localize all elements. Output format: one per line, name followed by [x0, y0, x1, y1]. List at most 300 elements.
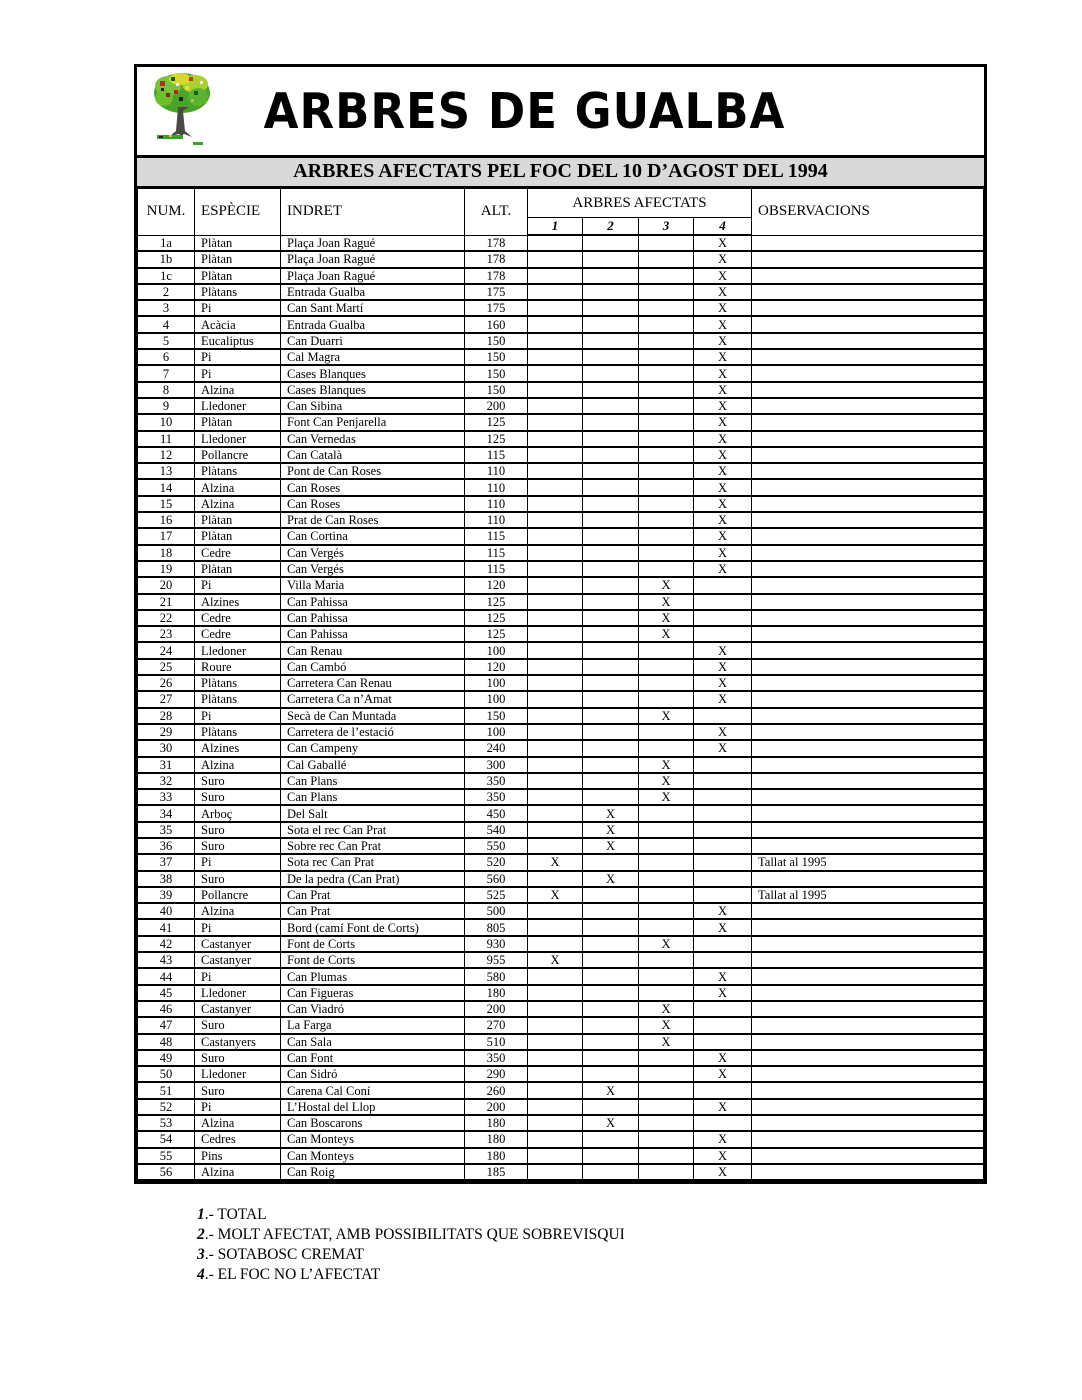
cell-num: 42	[138, 936, 195, 952]
cell-obs	[752, 300, 984, 316]
cell-indret: La Farga	[281, 1017, 465, 1033]
table-row	[138, 1050, 984, 1066]
cell-af4: X	[694, 659, 752, 675]
cell-alt: 200	[465, 1001, 528, 1017]
cell-indret: Cases Blanques	[281, 365, 465, 381]
subcol-header-3: 3	[639, 218, 694, 236]
cell-especie: Plàtans	[195, 284, 281, 300]
cell-af1	[528, 675, 583, 691]
cell-alt: 125	[465, 414, 528, 430]
cell-af2: X	[583, 1115, 639, 1131]
cell-af3	[639, 463, 694, 479]
cell-af1	[528, 1001, 583, 1017]
cell-especie: Lledoner	[195, 642, 281, 658]
cell-af1	[528, 1034, 583, 1050]
table-row	[138, 414, 984, 430]
cell-af2	[583, 1066, 639, 1082]
table-row	[138, 479, 984, 495]
cell-alt: 125	[465, 431, 528, 447]
cell-especie: Alzina	[195, 757, 281, 773]
cell-af3	[639, 300, 694, 316]
table-row	[138, 952, 984, 968]
cell-af1	[528, 773, 583, 789]
cell-af1	[528, 1066, 583, 1082]
cell-especie: Arboç	[195, 805, 281, 821]
cell-especie: Lledoner	[195, 985, 281, 1001]
cell-num: 51	[138, 1082, 195, 1098]
cell-especie: Plàtans	[195, 675, 281, 691]
table-row	[138, 1131, 984, 1147]
cell-af3	[639, 1164, 694, 1180]
cell-af3	[639, 675, 694, 691]
cell-indret: Cal Magra	[281, 349, 465, 365]
table-row	[138, 431, 984, 447]
cell-obs	[752, 365, 984, 381]
cell-af3	[639, 805, 694, 821]
cell-num: 29	[138, 724, 195, 740]
cell-especie: Alzina	[195, 382, 281, 398]
cell-af1	[528, 496, 583, 512]
cell-alt: 180	[465, 1115, 528, 1131]
cell-especie: Alzina	[195, 1115, 281, 1131]
cell-indret: Villa Maria	[281, 577, 465, 593]
cell-indret: Carretera Can Renau	[281, 675, 465, 691]
table-row	[138, 545, 984, 561]
cell-alt: 350	[465, 1050, 528, 1066]
cell-especie: Eucaliptus	[195, 333, 281, 349]
cell-af2	[583, 773, 639, 789]
cell-alt: 125	[465, 610, 528, 626]
cell-obs	[752, 545, 984, 561]
cell-af3	[639, 251, 694, 267]
table-row	[138, 447, 984, 463]
cell-num: 22	[138, 610, 195, 626]
cell-indret: Can Renau	[281, 642, 465, 658]
cell-af4	[694, 952, 752, 968]
cell-af4	[694, 789, 752, 805]
cell-af2	[583, 431, 639, 447]
cell-num: 15	[138, 496, 195, 512]
cell-af2	[583, 577, 639, 593]
table-row	[138, 577, 984, 593]
cell-af1	[528, 300, 583, 316]
cell-af2	[583, 333, 639, 349]
cell-af4: X	[694, 642, 752, 658]
cell-especie: Pollancre	[195, 447, 281, 463]
cell-obs	[752, 757, 984, 773]
cell-af4	[694, 838, 752, 854]
cell-obs	[752, 284, 984, 300]
cell-alt: 500	[465, 903, 528, 919]
cell-af4: X	[694, 545, 752, 561]
cell-indret: Pont de Can Roses	[281, 463, 465, 479]
cell-af1	[528, 414, 583, 430]
cell-obs	[752, 1066, 984, 1082]
cell-obs	[752, 1148, 984, 1164]
cell-especie: Suro	[195, 822, 281, 838]
cell-indret: Sota rec Can Prat	[281, 854, 465, 870]
cell-af4: X	[694, 740, 752, 756]
cell-num: 39	[138, 887, 195, 903]
cell-af4: X	[694, 903, 752, 919]
cell-especie: Alzina	[195, 903, 281, 919]
document-header	[137, 67, 984, 158]
cell-num: 55	[138, 1148, 195, 1164]
table-row	[138, 300, 984, 316]
cell-af4	[694, 1034, 752, 1050]
page-title: ARBRES DE GUALBA	[263, 82, 786, 140]
cell-indret: Can Boscarons	[281, 1115, 465, 1131]
cell-af1	[528, 985, 583, 1001]
cell-num: 3	[138, 300, 195, 316]
cell-num: 11	[138, 431, 195, 447]
cell-num: 43	[138, 952, 195, 968]
table-row	[138, 463, 984, 479]
cell-alt: 175	[465, 284, 528, 300]
cell-af2	[583, 985, 639, 1001]
cell-indret: Can Sidró	[281, 1066, 465, 1082]
cell-af4: X	[694, 919, 752, 935]
table-row	[138, 708, 984, 724]
table-row	[138, 512, 984, 528]
cell-indret: Can Plumas	[281, 968, 465, 984]
cell-indret: Font de Corts	[281, 936, 465, 952]
cell-alt: 350	[465, 789, 528, 805]
cell-af3	[639, 1148, 694, 1164]
cell-af2	[583, 316, 639, 332]
cell-especie: Pi	[195, 854, 281, 870]
cell-alt: 260	[465, 1082, 528, 1098]
cell-af1	[528, 365, 583, 381]
cell-af4: X	[694, 691, 752, 707]
cell-af2	[583, 1050, 639, 1066]
cell-especie: Alzines	[195, 594, 281, 610]
cell-indret: Can Roses	[281, 496, 465, 512]
cell-af3	[639, 822, 694, 838]
cell-num: 7	[138, 365, 195, 381]
cell-indret: Carena Cal Coní	[281, 1082, 465, 1098]
table-row	[138, 1034, 984, 1050]
cell-alt: 290	[465, 1066, 528, 1082]
cell-af3	[639, 561, 694, 577]
cell-obs	[752, 610, 984, 626]
cell-indret: Del Salt	[281, 805, 465, 821]
cell-especie: Castanyers	[195, 1034, 281, 1050]
cell-af3: X	[639, 594, 694, 610]
cell-alt: 560	[465, 871, 528, 887]
cell-especie: Cedre	[195, 545, 281, 561]
cell-alt: 110	[465, 479, 528, 495]
cell-especie: Lledoner	[195, 398, 281, 414]
cell-especie: Suro	[195, 1017, 281, 1033]
cell-alt: 115	[465, 561, 528, 577]
cell-indret: Plaça Joan Ragué	[281, 251, 465, 267]
cell-af1: X	[528, 952, 583, 968]
col-header-indret: INDRET	[281, 189, 465, 236]
cell-num: 10	[138, 414, 195, 430]
cell-af2	[583, 1034, 639, 1050]
cell-af4: X	[694, 561, 752, 577]
cell-af2	[583, 1131, 639, 1147]
cell-indret: Plaça Joan Ragué	[281, 235, 465, 251]
cell-indret: Can Plans	[281, 773, 465, 789]
cell-af1: X	[528, 887, 583, 903]
table-row	[138, 594, 984, 610]
cell-num: 46	[138, 1001, 195, 1017]
cell-indret: Can Prat	[281, 887, 465, 903]
cell-af4: X	[694, 431, 752, 447]
cell-num: 1a	[138, 235, 195, 251]
cell-af3: X	[639, 773, 694, 789]
cell-num: 34	[138, 805, 195, 821]
cell-num: 1b	[138, 251, 195, 267]
cell-af2	[583, 854, 639, 870]
note-line: 4.- EL FOC NO L’AFECTAT	[197, 1266, 381, 1283]
cell-indret: Carretera de l’estació	[281, 724, 465, 740]
cell-indret: Can Cambó	[281, 659, 465, 675]
cell-af3	[639, 398, 694, 414]
cell-obs	[752, 1017, 984, 1033]
cell-af2	[583, 496, 639, 512]
cell-num: 45	[138, 985, 195, 1001]
cell-af3: X	[639, 577, 694, 593]
cell-alt: 178	[465, 268, 528, 284]
note-line: 2.- MOLT AFECTAT, AMB POSSIBILITATS QUE SOBREVISQUI	[197, 1226, 625, 1243]
cell-alt: 300	[465, 757, 528, 773]
cell-indret: Can Figueras	[281, 985, 465, 1001]
cell-especie: Suro	[195, 871, 281, 887]
cell-alt: 510	[465, 1034, 528, 1050]
cell-obs	[752, 985, 984, 1001]
cell-num: 26	[138, 675, 195, 691]
cell-indret: Prat de Can Roses	[281, 512, 465, 528]
col-header-especie: ESPÈCIE	[195, 189, 281, 236]
table-row	[138, 724, 984, 740]
cell-af1	[528, 822, 583, 838]
table-row	[138, 740, 984, 756]
cell-af1	[528, 1017, 583, 1033]
cell-alt: 100	[465, 691, 528, 707]
cell-af1	[528, 691, 583, 707]
table-row	[138, 316, 984, 332]
cell-especie: Lledoner	[195, 431, 281, 447]
cell-af4	[694, 805, 752, 821]
cell-num: 31	[138, 757, 195, 773]
cell-indret: Plaça Joan Ragué	[281, 268, 465, 284]
cell-af2: X	[583, 871, 639, 887]
cell-num: 48	[138, 1034, 195, 1050]
cell-indret: Can Font	[281, 1050, 465, 1066]
cell-alt: 200	[465, 398, 528, 414]
cell-af2	[583, 1017, 639, 1033]
cell-obs	[752, 724, 984, 740]
cell-obs	[752, 1082, 984, 1098]
cell-indret: Can Pahissa	[281, 594, 465, 610]
cell-obs	[752, 1131, 984, 1147]
cell-especie: Cedre	[195, 610, 281, 626]
cell-af3: X	[639, 626, 694, 642]
cell-alt: 120	[465, 577, 528, 593]
cell-af3	[639, 659, 694, 675]
cell-af4: X	[694, 968, 752, 984]
cell-af2	[583, 382, 639, 398]
table-row	[138, 382, 984, 398]
table-row	[138, 610, 984, 626]
cell-indret: Sobre rec Can Prat	[281, 838, 465, 854]
cell-num: 28	[138, 708, 195, 724]
cell-num: 20	[138, 577, 195, 593]
cell-alt: 150	[465, 708, 528, 724]
cell-af1	[528, 431, 583, 447]
table-row	[138, 757, 984, 773]
cell-af3	[639, 838, 694, 854]
cell-af1	[528, 936, 583, 952]
cell-especie: Plàtans	[195, 463, 281, 479]
cell-af2	[583, 349, 639, 365]
cell-af4: X	[694, 528, 752, 544]
table-row	[138, 1148, 984, 1164]
cell-obs	[752, 1099, 984, 1115]
cell-especie: Pins	[195, 1148, 281, 1164]
cell-num: 44	[138, 968, 195, 984]
cell-af4: X	[694, 300, 752, 316]
table-row	[138, 919, 984, 935]
cell-af3: X	[639, 757, 694, 773]
table-row	[138, 349, 984, 365]
cell-af4: X	[694, 447, 752, 463]
cell-af1	[528, 447, 583, 463]
cell-af3: X	[639, 789, 694, 805]
cell-indret: De la pedra (Can Prat)	[281, 871, 465, 887]
cell-af2	[583, 610, 639, 626]
cell-obs	[752, 414, 984, 430]
cell-af2	[583, 757, 639, 773]
cell-num: 21	[138, 594, 195, 610]
cell-especie: Suro	[195, 838, 281, 854]
cell-especie: Plàtan	[195, 528, 281, 544]
cell-af4	[694, 1017, 752, 1033]
trees-table	[137, 188, 984, 1181]
cell-af3: X	[639, 610, 694, 626]
cell-af1	[528, 333, 583, 349]
cell-especie: Castanyer	[195, 1001, 281, 1017]
cell-af4: X	[694, 365, 752, 381]
cell-af4	[694, 577, 752, 593]
col-header-num: NUM.	[138, 189, 195, 236]
cell-af3	[639, 968, 694, 984]
cell-af2: X	[583, 805, 639, 821]
cell-alt: 100	[465, 675, 528, 691]
cell-indret: Can Vergés	[281, 561, 465, 577]
cell-af1	[528, 479, 583, 495]
cell-af4	[694, 1082, 752, 1098]
cell-indret: Can Roses	[281, 479, 465, 495]
cell-especie: Castanyer	[195, 936, 281, 952]
cell-af4: X	[694, 284, 752, 300]
cell-af1	[528, 545, 583, 561]
cell-af2	[583, 968, 639, 984]
cell-obs	[752, 512, 984, 528]
table-row	[138, 235, 984, 251]
table-row	[138, 822, 984, 838]
cell-af1	[528, 268, 583, 284]
cell-af4	[694, 822, 752, 838]
cell-af4	[694, 936, 752, 952]
cell-especie: Cedre	[195, 626, 281, 642]
cell-especie: Plàtan	[195, 251, 281, 267]
cell-especie: Lledoner	[195, 1066, 281, 1082]
cell-af4	[694, 626, 752, 642]
cell-af2	[583, 659, 639, 675]
cell-af3	[639, 447, 694, 463]
cell-especie: Pi	[195, 577, 281, 593]
cell-obs	[752, 349, 984, 365]
table-row	[138, 968, 984, 984]
cell-af2	[583, 300, 639, 316]
cell-obs	[752, 333, 984, 349]
cell-af3	[639, 642, 694, 658]
cell-af4: X	[694, 1148, 752, 1164]
cell-especie: Plàtans	[195, 691, 281, 707]
tree-logo-icon	[149, 69, 215, 154]
cell-af1	[528, 626, 583, 642]
cell-af1	[528, 1082, 583, 1098]
notes-list	[197, 1205, 625, 1285]
cell-af3	[639, 1066, 694, 1082]
cell-af2	[583, 936, 639, 952]
cell-af4: X	[694, 268, 752, 284]
cell-especie: Pi	[195, 365, 281, 381]
cell-num: 53	[138, 1115, 195, 1131]
cell-obs	[752, 675, 984, 691]
cell-especie: Plàtan	[195, 235, 281, 251]
cell-num: 56	[138, 1164, 195, 1180]
cell-especie: Suro	[195, 1082, 281, 1098]
cell-af2	[583, 952, 639, 968]
table-row	[138, 251, 984, 267]
cell-indret: Can Cortina	[281, 528, 465, 544]
cell-af1	[528, 577, 583, 593]
cell-num: 33	[138, 789, 195, 805]
cell-num: 35	[138, 822, 195, 838]
cell-af3	[639, 952, 694, 968]
table-row	[138, 887, 984, 903]
cell-af3	[639, 349, 694, 365]
cell-af4: X	[694, 479, 752, 495]
table-row	[138, 1099, 984, 1115]
cell-obs	[752, 431, 984, 447]
cell-num: 2	[138, 284, 195, 300]
cell-af2	[583, 284, 639, 300]
cell-obs	[752, 936, 984, 952]
cell-af3: X	[639, 1034, 694, 1050]
cell-alt: 240	[465, 740, 528, 756]
table-row	[138, 1082, 984, 1098]
cell-obs	[752, 1115, 984, 1131]
cell-indret: Can Sala	[281, 1034, 465, 1050]
cell-especie: Plàtan	[195, 561, 281, 577]
cell-indret: Can Monteys	[281, 1131, 465, 1147]
cell-af2	[583, 545, 639, 561]
cell-af1	[528, 708, 583, 724]
cell-obs	[752, 903, 984, 919]
cell-af1	[528, 594, 583, 610]
cell-af3	[639, 284, 694, 300]
cell-obs	[752, 805, 984, 821]
cell-af2	[583, 512, 639, 528]
document-frame	[134, 64, 987, 1184]
cell-af2	[583, 691, 639, 707]
